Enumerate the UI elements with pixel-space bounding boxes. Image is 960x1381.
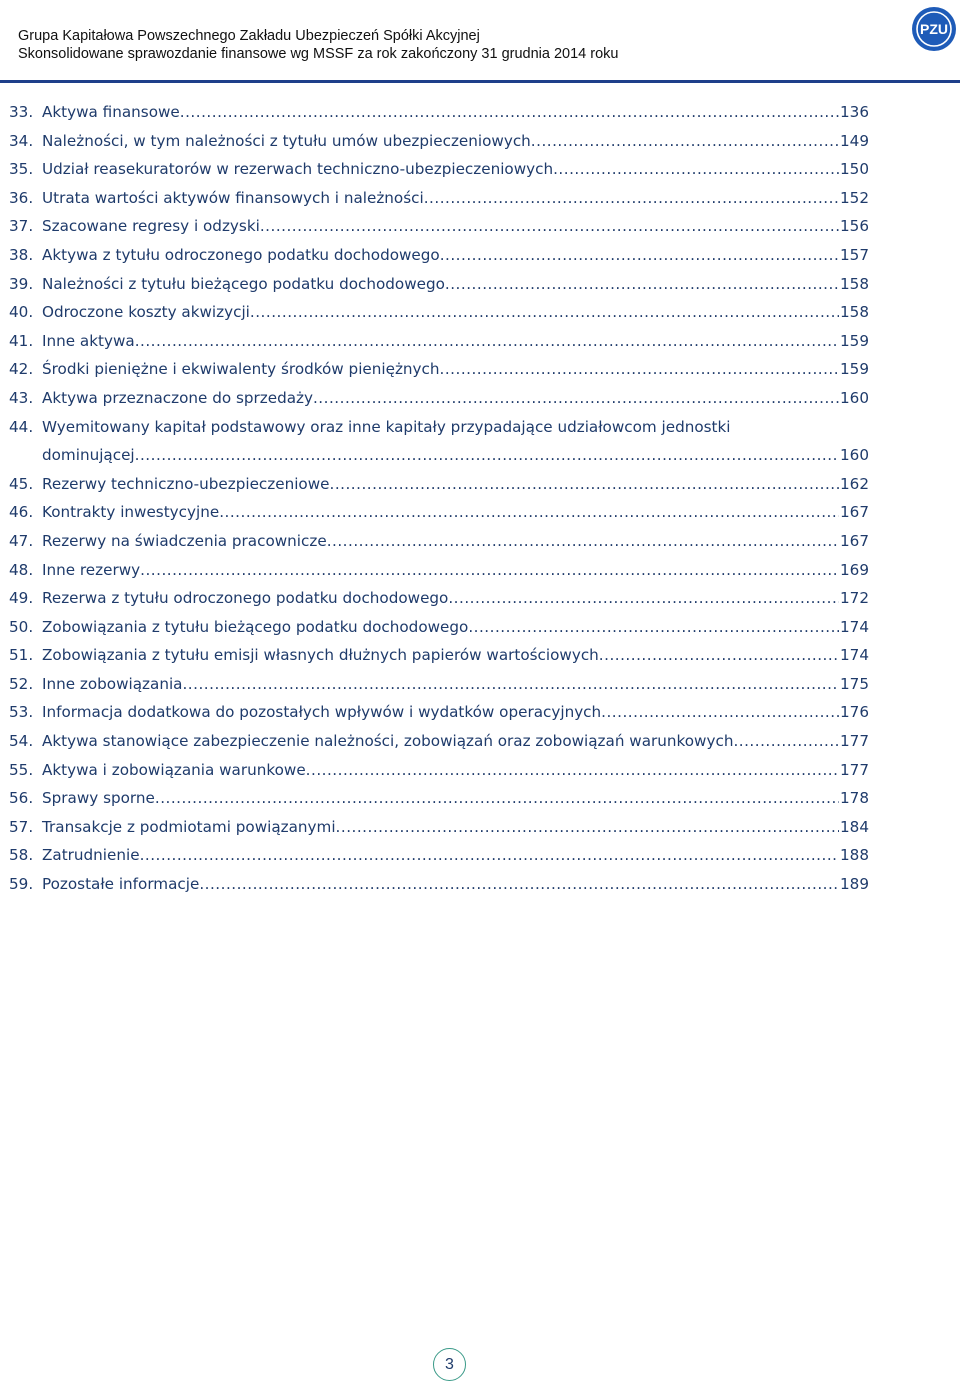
toc-page-number[interactable]: 160 bbox=[840, 446, 869, 465]
toc-leader-dots bbox=[313, 384, 839, 413]
toc-title[interactable]: Aktywa z tytułu odroczonego podatku dochodowego bbox=[42, 245, 440, 264]
toc-leader-dots bbox=[199, 870, 839, 899]
toc-entry[interactable] bbox=[9, 613, 869, 642]
toc-entry[interactable] bbox=[9, 327, 869, 356]
toc-page-number[interactable]: 156 bbox=[840, 217, 869, 236]
toc-number: 49. bbox=[9, 589, 34, 608]
toc-title[interactable]: Aktywa i zobowiązania warunkowe bbox=[42, 760, 306, 779]
toc-page-number[interactable]: 176 bbox=[840, 703, 869, 722]
toc-title[interactable]: Wyemitowany kapitał podstawowy oraz inne kapitały przypadające udziałowcom jednostki bbox=[42, 417, 731, 436]
toc-entry[interactable] bbox=[9, 184, 869, 213]
header-report-title: Skonsolidowane sprawozdanie finansowe wg MSSF za rok zakończony 31 grudnia 2014 roku bbox=[18, 46, 619, 62]
toc-number: 46. bbox=[9, 503, 34, 522]
toc-number: 57. bbox=[9, 817, 34, 836]
toc-leader-dots bbox=[219, 498, 839, 527]
toc-leader-dots bbox=[250, 298, 839, 327]
toc-leader-dots bbox=[327, 527, 839, 556]
toc-leader-dots bbox=[182, 670, 839, 699]
toc-title[interactable]: Inne zobowiązania bbox=[42, 674, 183, 693]
toc-number: 50. bbox=[9, 617, 34, 636]
toc-number: 47. bbox=[9, 531, 34, 550]
toc-leader-dots bbox=[330, 470, 840, 499]
toc-number: 41. bbox=[9, 331, 34, 350]
header-rule bbox=[0, 80, 960, 83]
toc-entry[interactable] bbox=[9, 470, 869, 499]
toc-number: 54. bbox=[9, 732, 34, 751]
toc-title[interactable]: Sprawy sporne bbox=[42, 789, 155, 808]
toc-number: 55. bbox=[9, 760, 34, 779]
toc-leader-dots bbox=[531, 127, 839, 156]
toc-entry[interactable] bbox=[9, 498, 869, 527]
toc-title[interactable]: Zobowiązania z tytułu emisji własnych dłużnych papierów wartościowych bbox=[42, 646, 599, 665]
logo-text: PZU bbox=[920, 21, 948, 37]
toc-entry[interactable] bbox=[9, 413, 869, 470]
toc-number: 33. bbox=[9, 103, 34, 121]
toc-page-number[interactable]: 189 bbox=[840, 875, 869, 894]
toc-title[interactable]: Rezerwa z tytułu odroczonego podatku dochodowego bbox=[42, 589, 449, 608]
toc-number: 56. bbox=[9, 789, 34, 808]
toc-page-number[interactable]: 178 bbox=[840, 789, 869, 808]
toc-title[interactable]: Transakcje z podmiotami powiązanymi bbox=[42, 817, 336, 836]
toc-title[interactable]: Kontrakty inwestycyjne bbox=[42, 503, 220, 522]
toc-title[interactable]: Aktywa przeznaczone do sprzedaży bbox=[42, 388, 313, 407]
toc-title[interactable]: Rezerwy techniczno-ubezpieczeniowe bbox=[42, 474, 330, 493]
toc-page-number[interactable]: 159 bbox=[840, 331, 869, 350]
toc-number: 37. bbox=[9, 217, 34, 236]
toc-page-number[interactable]: 157 bbox=[840, 245, 869, 264]
toc-title[interactable]: Utrata wartości aktywów finansowych i należności bbox=[42, 188, 424, 207]
toc-title[interactable]: Zatrudnienie bbox=[42, 846, 140, 865]
toc-leader-dots bbox=[553, 155, 839, 184]
toc-leader-dots bbox=[424, 184, 839, 213]
toc-number: 43. bbox=[9, 388, 34, 407]
toc-entry[interactable] bbox=[9, 298, 869, 327]
toc-leader-dots bbox=[306, 756, 839, 785]
toc-page-number[interactable]: 174 bbox=[840, 617, 869, 636]
toc-entry[interactable] bbox=[9, 698, 869, 727]
toc-title[interactable]: Zobowiązania z tytułu bieżącego podatku dochodowego bbox=[42, 617, 469, 636]
toc-number: 59. bbox=[9, 875, 34, 894]
toc-page-number[interactable]: 150 bbox=[840, 160, 869, 179]
toc-title[interactable]: Inne aktywa bbox=[42, 331, 135, 350]
toc-entry[interactable] bbox=[9, 270, 869, 299]
toc-page-number[interactable]: 188 bbox=[840, 846, 869, 865]
toc-page-number[interactable]: 136 bbox=[840, 103, 869, 121]
table-of-contents bbox=[9, 98, 869, 899]
toc-number: 52. bbox=[9, 674, 34, 693]
toc-number: 42. bbox=[9, 360, 34, 379]
toc-leader-dots bbox=[733, 727, 839, 756]
toc-entry[interactable] bbox=[9, 841, 869, 870]
toc-leader-dots bbox=[135, 327, 839, 356]
toc-title[interactable]: Inne rezerwy bbox=[42, 560, 141, 579]
toc-number: 35. bbox=[9, 160, 34, 179]
toc-leader-dots bbox=[601, 698, 839, 727]
toc-number: 34. bbox=[9, 131, 34, 150]
toc-number: 48. bbox=[9, 560, 34, 579]
toc-leader-dots bbox=[135, 441, 839, 470]
page-header bbox=[9, 0, 959, 76]
toc-entry[interactable] bbox=[9, 784, 869, 813]
toc-title-continued[interactable]: dominującej bbox=[42, 446, 135, 465]
pzu-logo bbox=[911, 6, 957, 52]
toc-title[interactable]: Aktywa finansowe bbox=[42, 103, 180, 121]
toc-entry[interactable] bbox=[9, 127, 869, 156]
toc-page-number[interactable]: 158 bbox=[840, 274, 869, 293]
toc-leader-dots bbox=[180, 98, 839, 127]
toc-leader-dots bbox=[440, 355, 839, 384]
toc-leader-dots bbox=[599, 641, 839, 670]
toc-page-number[interactable]: 172 bbox=[840, 589, 869, 608]
toc-number: 39. bbox=[9, 274, 34, 293]
toc-page-number[interactable]: 184 bbox=[840, 817, 869, 836]
toc-page-number[interactable]: 177 bbox=[840, 760, 869, 779]
toc-page-number[interactable]: 169 bbox=[840, 560, 869, 579]
toc-entry[interactable] bbox=[9, 98, 869, 127]
toc-entry[interactable] bbox=[9, 355, 869, 384]
toc-entry[interactable] bbox=[9, 155, 869, 184]
toc-title[interactable]: Aktywa stanowiące zabezpieczenie należności, zobowiązań oraz zobowiązań warunkowych bbox=[42, 732, 734, 751]
toc-page-number[interactable]: 152 bbox=[840, 188, 869, 207]
toc-leader-dots bbox=[140, 556, 839, 585]
toc-page-number[interactable]: 162 bbox=[840, 474, 869, 493]
toc-leader-dots bbox=[155, 784, 839, 813]
toc-entry[interactable] bbox=[9, 584, 869, 613]
toc-entry[interactable] bbox=[9, 813, 869, 842]
toc-title[interactable]: Szacowane regresy i odzyski bbox=[42, 217, 260, 236]
toc-number: 38. bbox=[9, 245, 34, 264]
toc-number: 44. bbox=[9, 417, 34, 436]
toc-page-number[interactable]: 177 bbox=[840, 732, 869, 751]
toc-leader-dots bbox=[336, 813, 839, 842]
toc-page-number[interactable]: 167 bbox=[840, 503, 869, 522]
toc-title[interactable]: Odroczone koszty akwizycji bbox=[42, 303, 250, 322]
toc-page-number[interactable]: 160 bbox=[840, 388, 869, 407]
toc-page-number[interactable]: 159 bbox=[840, 360, 869, 379]
toc-page-number[interactable]: 158 bbox=[840, 303, 869, 322]
toc-title[interactable]: Należności, w tym należności z tytułu umów ubezpieczeniowych bbox=[42, 131, 531, 150]
toc-number: 45. bbox=[9, 474, 34, 493]
toc-title[interactable]: Udział reasekuratorów w rezerwach techniczno-ubezpieczeniowych bbox=[42, 160, 554, 179]
toc-title[interactable]: Pozostałe informacje bbox=[42, 875, 200, 894]
toc-entry[interactable] bbox=[9, 384, 869, 413]
toc-title[interactable]: Informacja dodatkowa do pozostałych wpływów i wydatków operacyjnych bbox=[42, 703, 602, 722]
toc-entry[interactable] bbox=[9, 556, 869, 585]
toc-page-number[interactable]: 174 bbox=[840, 646, 869, 665]
toc-entry[interactable] bbox=[9, 756, 869, 785]
page-number: 3 bbox=[433, 1348, 466, 1381]
toc-entry[interactable] bbox=[9, 527, 869, 556]
toc-leader-dots bbox=[440, 241, 839, 270]
toc-entry[interactable] bbox=[9, 727, 869, 756]
toc-title[interactable]: Środki pieniężne i ekwiwalenty środków pieniężnych bbox=[42, 360, 440, 379]
toc-entry[interactable] bbox=[9, 641, 869, 670]
toc-leader-dots bbox=[468, 613, 839, 642]
toc-page-number[interactable]: 167 bbox=[840, 531, 869, 550]
toc-number: 40. bbox=[9, 303, 34, 322]
header-company-name: Grupa Kapitałowa Powszechnego Zakładu Ubezpieczeń Spółki Akcyjnej bbox=[18, 28, 480, 44]
toc-title[interactable]: Rezerwy na świadczenia pracownicze bbox=[42, 531, 327, 550]
toc-number: 53. bbox=[9, 703, 34, 722]
toc-number: 51. bbox=[9, 646, 34, 665]
toc-entry[interactable] bbox=[9, 870, 869, 899]
toc-page-number[interactable]: 175 bbox=[840, 674, 869, 693]
toc-leader-dots bbox=[448, 584, 839, 613]
toc-entry[interactable] bbox=[9, 212, 869, 241]
toc-leader-dots bbox=[140, 841, 839, 870]
toc-leader-dots bbox=[260, 212, 839, 241]
toc-leader-dots bbox=[445, 270, 839, 299]
toc-entry[interactable] bbox=[9, 241, 869, 270]
toc-title[interactable]: Należności z tytułu bieżącego podatku dochodowego bbox=[42, 274, 445, 293]
toc-entry[interactable] bbox=[9, 670, 869, 699]
toc-number: 58. bbox=[9, 846, 34, 865]
toc-number: 36. bbox=[9, 188, 34, 207]
toc-page-number[interactable]: 149 bbox=[840, 131, 869, 150]
